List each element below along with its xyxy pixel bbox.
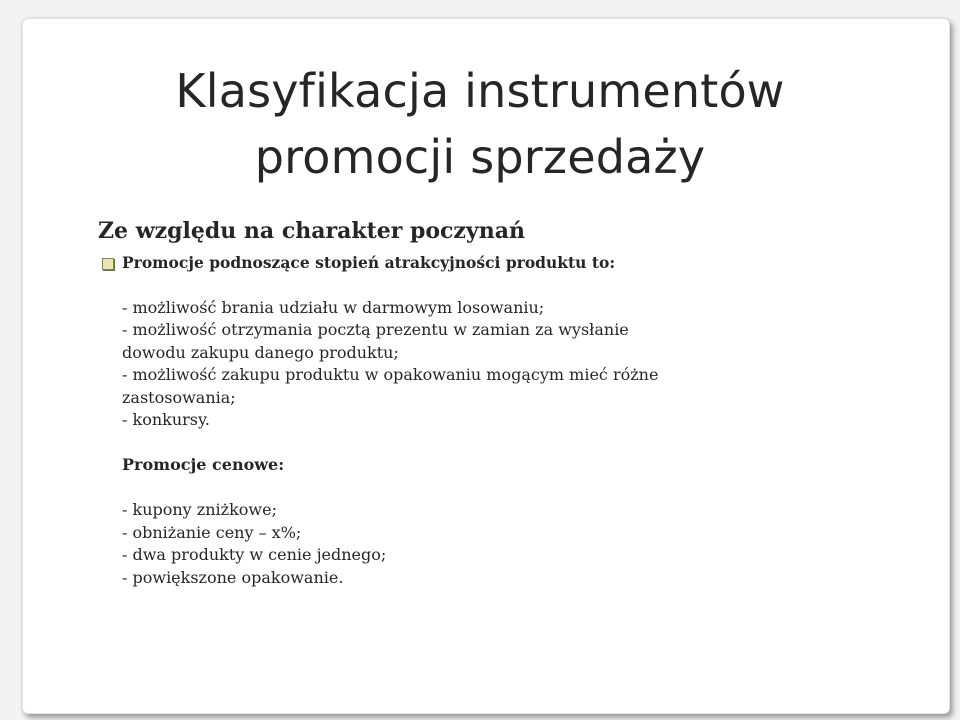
list-line: - możliwość otrzymania pocztą prezentu w zamian za wysłanie xyxy=(122,320,629,339)
checkbox-bullet-icon xyxy=(102,258,114,270)
list-line: zastosowania; xyxy=(122,387,236,407)
promotion-list xyxy=(98,274,878,589)
price-heading: Promocje cenowe: xyxy=(122,455,285,474)
list-line: dowodu zakupu danego produktu; xyxy=(122,342,399,362)
slide-title xyxy=(0,58,960,190)
list-line: - możliwość zakupu produktu w opakowaniu mogącym mieć różne xyxy=(122,365,659,384)
list-line: - możliwość brania udziału w darmowym losowaniu; xyxy=(122,297,545,317)
list-line: - kupony zniżkowe; xyxy=(122,500,277,519)
spacer xyxy=(122,477,878,500)
list-line: - dwa produkty w cenie jednego; xyxy=(122,545,387,564)
slide-content xyxy=(98,216,878,589)
title-line-2: promocji sprzedaży xyxy=(254,130,706,184)
bullet-label: Promocje podnoszące stopień atrakcyjności produktu to: xyxy=(122,253,616,272)
title-line-1: Klasyfikacja instrumentów xyxy=(175,64,785,118)
list-line: - konkursy. xyxy=(122,410,210,429)
list-line: - obniżanie ceny – x%; xyxy=(122,522,302,542)
bullet-item xyxy=(98,252,878,274)
spacer xyxy=(122,432,878,455)
spacer xyxy=(122,274,878,297)
subheading: Ze względu na charakter poczynań xyxy=(98,218,525,244)
list-line: - powiększone opakowanie. xyxy=(122,567,344,587)
